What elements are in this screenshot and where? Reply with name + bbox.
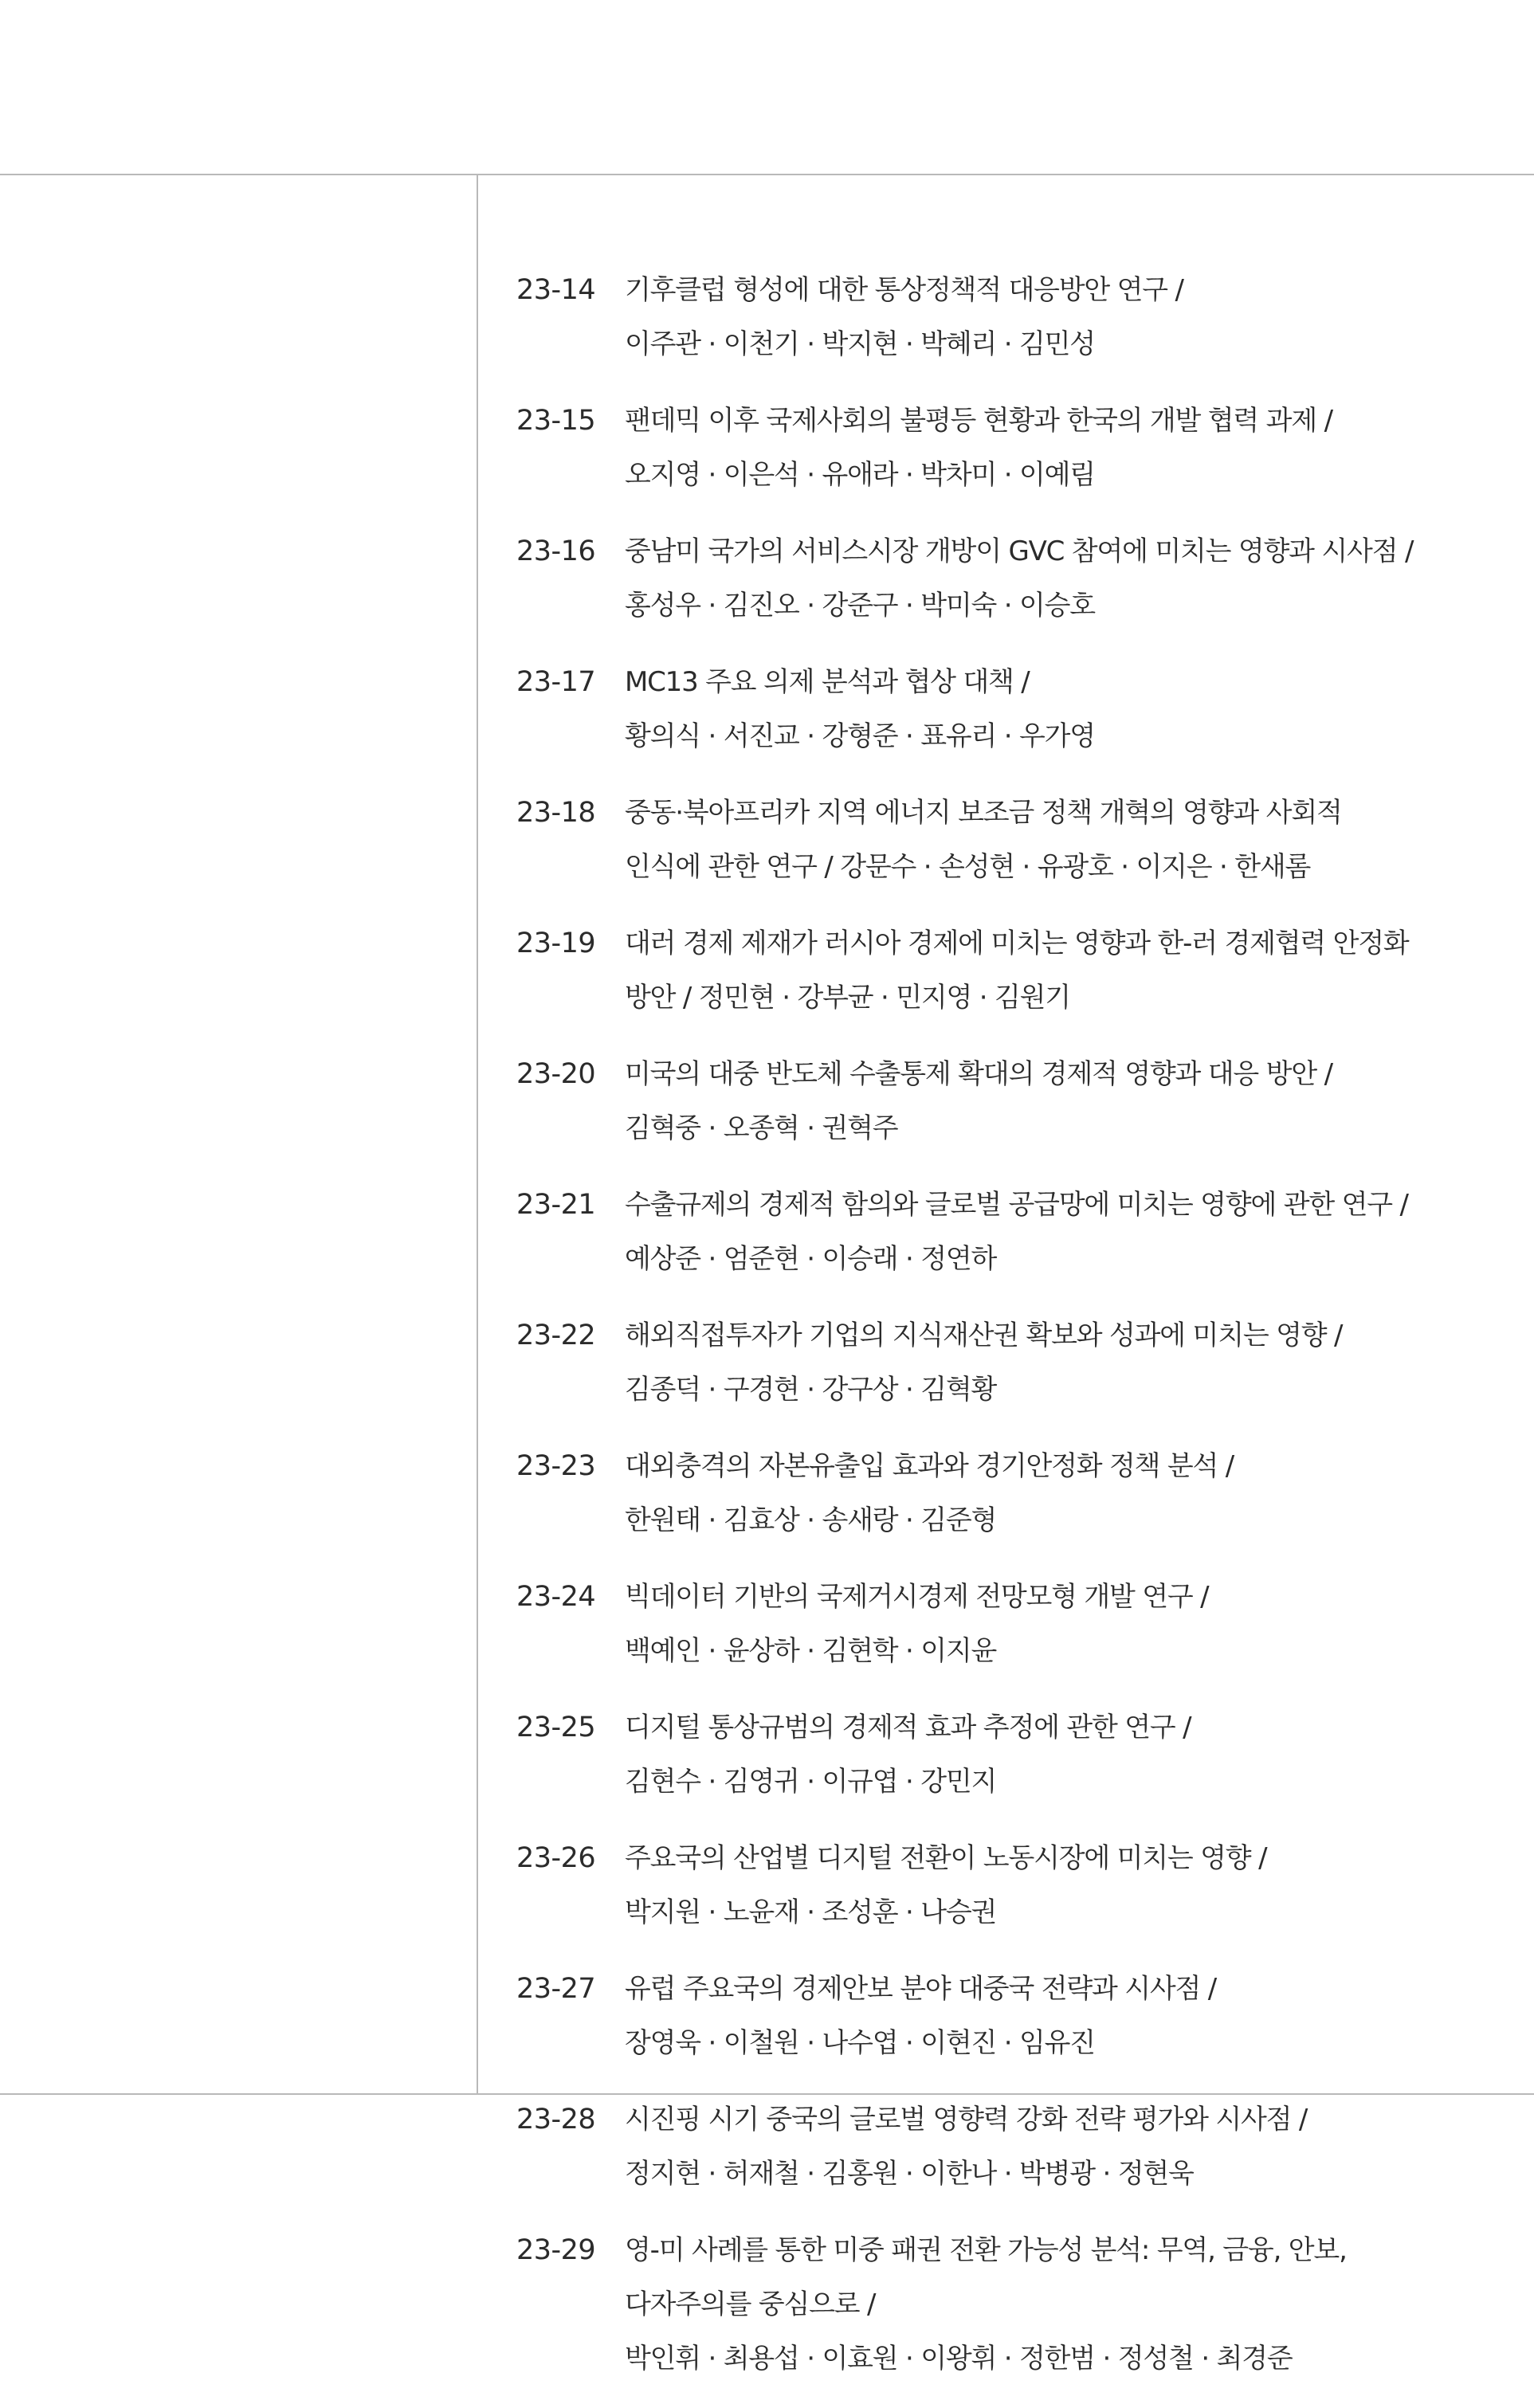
publication-authors: 황의식 · 서진교 · 강형준 · 표유리 · 우가영 <box>625 720 1095 752</box>
publication-details <box>625 2223 1433 2386</box>
publication-authors: 한원태 · 김효상 · 송새랑 · 김준형 <box>625 1504 997 1536</box>
publication-entry <box>516 1700 1433 1809</box>
publication-title: 빅데이터 기반의 국제거시경제 전망모형 개발 연구 / <box>625 1581 1209 1613</box>
publication-number: 23-14 <box>516 274 596 306</box>
publication-title: 대러 경제 제재가 러시아 경제에 미치는 영향과 한-러 경제협력 안정화 <box>625 928 1409 959</box>
publication-title: 기후클럽 형성에 대한 통상정책적 대응방안 연구 / <box>625 274 1183 306</box>
publication-details <box>625 1178 1433 1286</box>
publication-details <box>625 1831 1433 1939</box>
publication-authors: 오지영 · 이은석 · 유애라 · 박차미 · 이예림 <box>625 459 1095 491</box>
publication-details <box>625 394 1433 502</box>
publication-list <box>516 263 1433 2408</box>
publication-details <box>625 1439 1433 1547</box>
publication-details <box>625 1700 1433 1809</box>
publication-entry <box>516 655 1433 763</box>
publication-title-continued: 다자주의를 중심으로 / <box>625 2288 876 2320</box>
publication-details <box>625 1962 1433 2070</box>
publication-title: 수출규제의 경제적 함의와 글로벌 공급망에 미치는 영향에 관한 연구 / <box>625 1189 1408 1221</box>
publication-entry <box>516 1962 1433 2070</box>
publication-number: 23-28 <box>516 2104 596 2135</box>
publication-authors: 박지원 · 노윤재 · 조성훈 · 나승권 <box>625 1896 997 1928</box>
publication-authors: 김종덕 · 구경현 · 강구상 · 김혁황 <box>625 1374 997 1406</box>
publication-title: 대외충격의 자본유출입 효과와 경기안정화 정책 분석 / <box>625 1450 1234 1482</box>
publication-entry <box>516 1831 1433 1939</box>
publication-title: 영-미 사례를 통한 미중 패권 전환 가능성 분석: 무역, 금융, 안보, <box>625 2234 1347 2266</box>
publication-title-continued: 방안 / 정민현 · 강부균 · 민지영 · 김원기 <box>625 982 1070 1014</box>
publication-authors: 김현수 · 김영귀 · 이규엽 · 강민지 <box>625 1766 997 1798</box>
publication-details <box>625 524 1433 633</box>
publication-authors: 이주관 · 이천기 · 박지현 · 박혜리 · 김민성 <box>625 328 1095 360</box>
publication-entry <box>516 2092 1433 2201</box>
publication-number: 23-25 <box>516 1712 596 1743</box>
publication-details <box>625 916 1433 1025</box>
publication-number: 23-18 <box>516 797 596 829</box>
margin-divider <box>477 174 478 2095</box>
top-rule <box>0 174 1534 175</box>
publication-number: 23-20 <box>516 1058 596 1090</box>
publication-entry <box>516 263 1433 371</box>
publication-title: 시진핑 시기 중국의 글로벌 영향력 강화 전략 평가와 시사점 / <box>625 2104 1308 2135</box>
publication-details <box>625 655 1433 763</box>
publication-details <box>625 1308 1433 1417</box>
publication-title: 주요국의 산업별 디지털 전환이 노동시장에 미치는 영향 / <box>625 1842 1267 1874</box>
publication-entry <box>516 394 1433 502</box>
publication-title: 유럽 주요국의 경제안보 분야 대중국 전략과 시사점 / <box>625 1973 1217 2005</box>
publication-entry <box>516 1308 1433 1417</box>
publication-details <box>625 2092 1433 2201</box>
publication-entry <box>516 1047 1433 1155</box>
publication-entry <box>516 524 1433 633</box>
publication-number: 23-27 <box>516 1973 596 2005</box>
publication-number: 23-29 <box>516 2234 596 2266</box>
publication-details <box>625 786 1433 894</box>
publication-entry <box>516 786 1433 894</box>
publication-entry <box>516 1439 1433 1547</box>
publication-number: 23-17 <box>516 666 596 698</box>
publication-title: 팬데믹 이후 국제사회의 불평등 현황과 한국의 개발 협력 과제 / <box>625 405 1332 437</box>
publication-authors: 홍성우 · 김진오 · 강준구 · 박미숙 · 이승호 <box>625 590 1095 622</box>
publication-details <box>625 1047 1433 1155</box>
publication-authors: 백예인 · 윤상하 · 김현학 · 이지윤 <box>625 1635 997 1667</box>
publication-number: 23-23 <box>516 1450 596 1482</box>
publication-entry <box>516 916 1433 1025</box>
publication-number: 23-26 <box>516 1842 596 1874</box>
publication-title: MC13 주요 의제 분석과 협상 대책 / <box>625 666 1030 698</box>
publication-number: 23-24 <box>516 1581 596 1613</box>
publication-authors: 김혁중 · 오종혁 · 권혁주 <box>625 1112 898 1144</box>
publication-authors: 박인휘 · 최용섭 · 이효원 · 이왕휘 · 정한범 · 정성철 · 최경준 <box>625 2343 1293 2375</box>
publication-title: 중동·북아프리카 지역 에너지 보조금 정책 개혁의 영향과 사회적 <box>625 797 1342 829</box>
publication-details <box>625 1570 1433 1678</box>
publication-entry <box>516 1178 1433 1286</box>
publication-authors: 예상준 · 엄준현 · 이승래 · 정연하 <box>625 1243 997 1275</box>
publication-entry <box>516 1570 1433 1678</box>
publication-number: 23-16 <box>516 535 596 567</box>
publication-details <box>625 263 1433 371</box>
publication-title: 해외직접투자가 기업의 지식재산권 확보와 성과에 미치는 영향 / <box>625 1320 1343 1351</box>
publication-title: 중남미 국가의 서비스시장 개방이 GVC 참여에 미치는 영향과 시사점 / <box>625 535 1414 567</box>
publication-number: 23-21 <box>516 1189 596 1221</box>
publication-title-continued: 인식에 관한 연구 / 강문수 · 손성현 · 유광호 · 이지은 · 한새롬 <box>625 851 1311 883</box>
publication-number: 23-22 <box>516 1320 596 1351</box>
publication-authors: 정지현 · 허재철 · 김홍원 · 이한나 · 박병광 · 정현욱 <box>625 2158 1194 2190</box>
publication-number: 23-19 <box>516 928 596 959</box>
publication-number: 23-15 <box>516 405 596 437</box>
publication-title: 미국의 대중 반도체 수출통제 확대의 경제적 영향과 대응 방안 / <box>625 1058 1332 1090</box>
publication-authors: 장영욱 · 이철원 · 나수엽 · 이현진 · 임유진 <box>625 2027 1095 2059</box>
publication-title: 디지털 통상규범의 경제적 효과 추정에 관한 연구 / <box>625 1712 1191 1743</box>
publication-entry <box>516 2223 1433 2386</box>
